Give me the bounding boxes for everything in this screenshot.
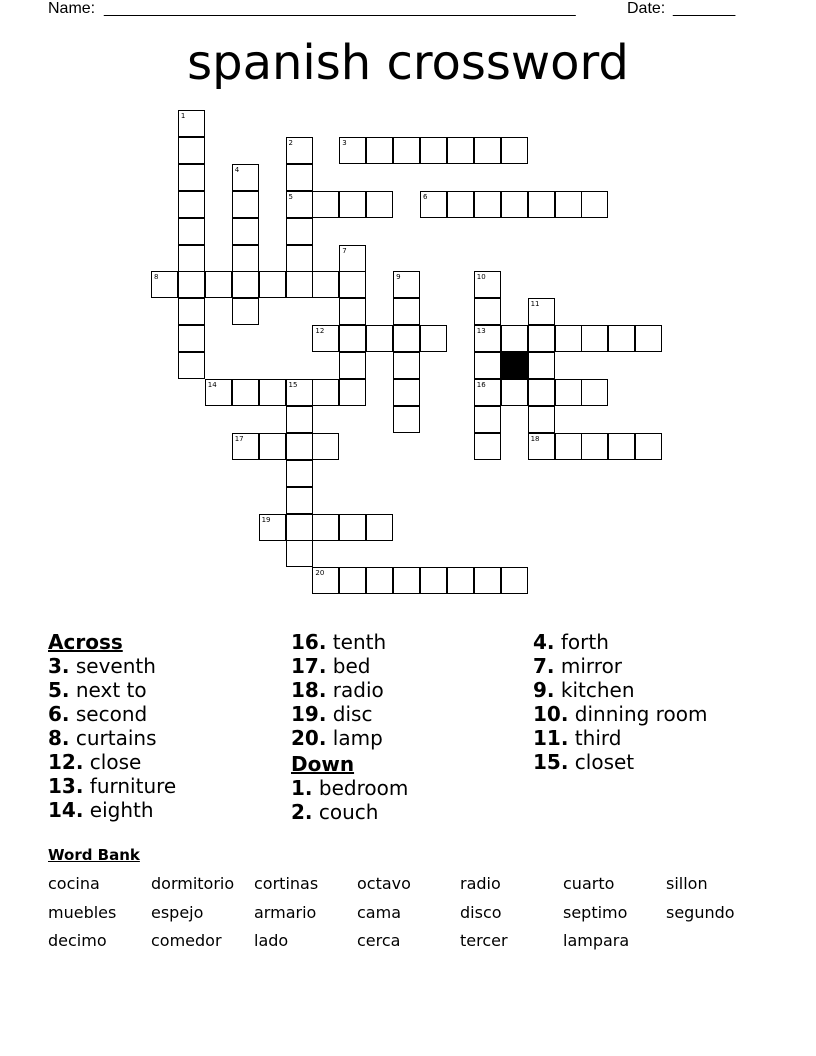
clue-text: bed: [326, 654, 371, 678]
grid-cell[interactable]: [555, 433, 582, 460]
cell-number: 7: [342, 246, 347, 255]
grid-cell[interactable]: [474, 191, 501, 218]
clue-item: [48, 654, 176, 678]
grid-cell[interactable]: [312, 433, 339, 460]
grid-cell[interactable]: [339, 379, 366, 406]
word-bank-word: espejo: [151, 902, 204, 922]
clue-text: bedroom: [312, 776, 409, 800]
grid-cell[interactable]: [474, 406, 501, 433]
clue-number: 20.: [291, 726, 327, 750]
cell-number: 13: [476, 327, 486, 336]
grid-cell[interactable]: [393, 298, 420, 325]
grid-cell[interactable]: [608, 325, 635, 352]
word-bank-word: tercer: [460, 931, 508, 950]
grid-cell[interactable]: [447, 567, 474, 594]
grid-cell[interactable]: [232, 164, 259, 191]
grid-cell[interactable]: [366, 567, 393, 594]
clue-text: tenth: [326, 630, 387, 654]
grid-cell[interactable]: [608, 433, 635, 460]
grid-cell[interactable]: [501, 325, 528, 352]
grid-cell[interactable]: [581, 191, 608, 218]
clue-text: next to: [69, 678, 147, 702]
grid-cell[interactable]: [339, 137, 366, 164]
clue-text: second: [69, 702, 148, 726]
clue-text: disc: [326, 702, 373, 726]
grid-cell[interactable]: [312, 325, 339, 352]
clue-number: 12.: [48, 750, 84, 774]
cell-number: 2: [288, 138, 293, 147]
across-clue-list: [48, 654, 176, 822]
clue-text: seventh: [69, 654, 156, 678]
grid-cell[interactable]: [366, 137, 393, 164]
grid-cell[interactable]: [286, 514, 313, 541]
cell-number: 12: [315, 327, 325, 336]
grid-cell[interactable]: [286, 460, 313, 487]
grid-cell[interactable]: [393, 271, 420, 298]
grid-cell[interactable]: [555, 191, 582, 218]
grid-cell[interactable]: [205, 271, 232, 298]
grid-cell[interactable]: [312, 379, 339, 406]
grid-cell[interactable]: [581, 433, 608, 460]
grid-cell[interactable]: [528, 352, 555, 379]
clue-item: [533, 630, 707, 654]
grid-cell[interactable]: [232, 191, 259, 218]
grid-cell[interactable]: [393, 352, 420, 379]
grid-cell[interactable]: [286, 540, 313, 567]
grid-cell[interactable]: [635, 325, 662, 352]
grid-cell[interactable]: [474, 379, 501, 406]
grid-cell[interactable]: [312, 567, 339, 594]
grid-cell[interactable]: [286, 433, 313, 460]
grid-cell[interactable]: [474, 567, 501, 594]
clue-item: [533, 726, 707, 750]
clue-item: [48, 702, 176, 726]
grid-cell-blocked: [501, 352, 528, 379]
word-bank-word: comedor: [151, 931, 222, 950]
grid-cell[interactable]: [232, 433, 259, 460]
clue-text: curtains: [69, 726, 157, 750]
grid-cell[interactable]: [178, 137, 205, 164]
clue-number: 6.: [48, 702, 70, 726]
down-clue-list-continued: [533, 630, 707, 774]
clue-text: couch: [312, 800, 379, 824]
cell-number: 6: [423, 192, 428, 201]
grid-cell[interactable]: [393, 137, 420, 164]
word-bank-word: segundo: [666, 902, 735, 922]
cell-number: 3: [342, 138, 347, 147]
clue-item: [291, 702, 408, 726]
clue-number: 16.: [291, 630, 327, 654]
grid-cell[interactable]: [339, 567, 366, 594]
date-line[interactable]: _______: [673, 0, 736, 17]
clue-number: 9.: [533, 678, 555, 702]
grid-cell[interactable]: [501, 137, 528, 164]
grid-cell[interactable]: [366, 514, 393, 541]
grid-cell[interactable]: [501, 191, 528, 218]
grid-cell[interactable]: [528, 406, 555, 433]
cell-number: 14: [207, 381, 217, 389]
grid-cell[interactable]: [528, 298, 555, 325]
word-bank-word: sillon: [666, 874, 708, 893]
clue-item: [48, 678, 176, 702]
grid-cell[interactable]: [178, 298, 205, 325]
clue-number: 18.: [291, 678, 327, 702]
grid-cell[interactable]: [474, 271, 501, 298]
clue-number: 13.: [48, 774, 84, 798]
word-bank-word: lampara: [563, 931, 630, 950]
grid-cell[interactable]: [420, 137, 447, 164]
clue-number: 1.: [291, 776, 313, 800]
clue-item: [291, 726, 408, 750]
name-line[interactable]: _____________________________________________________: [104, 0, 576, 17]
word-bank-word: cama: [357, 902, 401, 922]
grid-cell[interactable]: [474, 298, 501, 325]
grid-cell[interactable]: [286, 164, 313, 191]
grid-cell[interactable]: [339, 298, 366, 325]
grid-cell[interactable]: [420, 191, 447, 218]
grid-cell[interactable]: [420, 567, 447, 594]
word-bank-word: cocina: [48, 874, 100, 893]
grid-cell[interactable]: [286, 137, 313, 164]
down-heading: Down: [291, 752, 355, 776]
clue-number: 10.: [533, 702, 569, 726]
grid-cell[interactable]: [420, 325, 447, 352]
grid-cell[interactable]: [286, 191, 313, 218]
grid-cell[interactable]: [286, 379, 313, 406]
clue-item: [48, 750, 176, 774]
cell-number: 1: [180, 112, 186, 120]
grid-cell[interactable]: [447, 191, 474, 218]
grid-cell[interactable]: [581, 379, 608, 406]
grid-cell[interactable]: [501, 379, 528, 406]
word-bank-word: octavo: [357, 874, 411, 893]
clue-text: lamp: [326, 726, 383, 750]
word-bank-word: dormitorio: [151, 874, 235, 893]
clue-number: 19.: [291, 702, 327, 726]
grid-cell[interactable]: [178, 271, 205, 298]
clue-number: 14.: [48, 798, 84, 822]
date-label: Date:: [627, 0, 666, 17]
word-bank-word: lado: [254, 931, 289, 950]
grid-cell[interactable]: [286, 487, 313, 514]
grid-cell[interactable]: [581, 325, 608, 352]
grid-cell[interactable]: [286, 271, 313, 298]
cell-number: 9: [396, 273, 401, 282]
word-bank-word: decimo: [48, 931, 107, 950]
grid-cell[interactable]: [474, 325, 501, 352]
grid-cell[interactable]: [312, 191, 339, 218]
grid-cell[interactable]: [339, 245, 366, 272]
cell-number: 15: [288, 381, 298, 389]
grid-cell[interactable]: [447, 137, 474, 164]
clue-number: 2.: [291, 800, 313, 824]
grid-cell[interactable]: [178, 218, 205, 245]
cell-number: 8: [154, 273, 159, 282]
grid-cell[interactable]: [286, 245, 313, 272]
word-bank-word: muebles: [48, 902, 117, 922]
cell-number: 20: [315, 569, 325, 578]
clue-text: forth: [554, 630, 609, 654]
cell-number: 19: [261, 515, 271, 524]
clue-item: [291, 654, 408, 678]
clue-number: 5.: [48, 678, 70, 702]
grid-cell[interactable]: [635, 433, 662, 460]
word-bank-word: radio: [460, 874, 501, 893]
clue-text: close: [83, 750, 142, 774]
across-clue-list-continued: [291, 630, 408, 750]
grid-cell[interactable]: [178, 191, 205, 218]
clues-column-2: [291, 630, 408, 824]
word-bank-word: disco: [460, 902, 502, 922]
grid-cell[interactable]: [232, 379, 259, 406]
grid-cell[interactable]: [474, 352, 501, 379]
grid-cell[interactable]: [259, 271, 286, 298]
grid-cell[interactable]: [178, 352, 205, 379]
grid-cell[interactable]: [339, 352, 366, 379]
grid-cell[interactable]: [232, 245, 259, 272]
clue-text: third: [568, 726, 622, 750]
grid-cell[interactable]: [528, 325, 555, 352]
clue-item: [533, 654, 707, 678]
grid-cell[interactable]: [366, 325, 393, 352]
word-bank-word: septimo: [563, 902, 628, 922]
clue-text: closet: [568, 750, 635, 774]
down-clue-list: [291, 776, 408, 824]
grid-cell[interactable]: [232, 218, 259, 245]
grid-cell[interactable]: [232, 271, 259, 298]
clue-item: [533, 678, 707, 702]
clue-number: 15.: [533, 750, 569, 774]
clue-item: [48, 774, 176, 798]
grid-cell[interactable]: [178, 245, 205, 272]
grid-cell[interactable]: [259, 379, 286, 406]
grid-cell[interactable]: [339, 271, 366, 298]
grid-cell[interactable]: [259, 433, 286, 460]
grid-cell[interactable]: [555, 379, 582, 406]
word-bank-word: cerca: [357, 931, 401, 950]
grid-cell[interactable]: [393, 406, 420, 433]
grid-cell[interactable]: [259, 514, 286, 541]
name-label: Name:: [48, 0, 96, 17]
grid-cell[interactable]: [312, 514, 339, 541]
grid-cell[interactable]: [501, 567, 528, 594]
clue-number: 17.: [291, 654, 327, 678]
word-bank-word: cortinas: [254, 874, 319, 893]
grid-cell[interactable]: [474, 433, 501, 460]
grid-cell[interactable]: [178, 325, 205, 352]
clue-item: [291, 776, 408, 800]
word-bank-title: Word Bank: [48, 846, 140, 864]
cell-number: 5: [288, 192, 293, 201]
grid-cell[interactable]: [205, 379, 232, 406]
grid-cell[interactable]: [366, 191, 393, 218]
grid-cell[interactable]: [178, 164, 205, 191]
clue-item: [291, 678, 408, 702]
clue-item: [48, 798, 176, 822]
grid-cell[interactable]: [528, 191, 555, 218]
grid-cell[interactable]: [178, 110, 205, 137]
clue-number: 3.: [48, 654, 70, 678]
cell-number: 17: [234, 434, 244, 443]
grid-cell[interactable]: [555, 325, 582, 352]
grid-cell[interactable]: [232, 298, 259, 325]
cell-number: 11: [530, 300, 540, 309]
grid-cell[interactable]: [393, 567, 420, 594]
grid-cell[interactable]: [393, 379, 420, 406]
clue-item: [533, 750, 707, 774]
clues-column-3: [533, 630, 707, 774]
clue-item: [48, 726, 176, 750]
cell-number: 10: [476, 273, 486, 282]
clue-item: [291, 800, 408, 824]
clue-text: eighth: [83, 798, 154, 822]
clue-number: 7.: [533, 654, 555, 678]
cell-number: 4: [234, 165, 240, 174]
grid-cell[interactable]: [339, 514, 366, 541]
grid-cell[interactable]: [528, 379, 555, 406]
grid-cell[interactable]: [312, 271, 339, 298]
clue-item: [291, 630, 408, 654]
grid-cell[interactable]: [528, 433, 555, 460]
word-bank-word: armario: [254, 902, 317, 922]
cell-number: 18: [530, 434, 540, 443]
clue-text: mirror: [554, 654, 623, 678]
grid-cell[interactable]: [393, 325, 420, 352]
word-bank-word: cuarto: [563, 874, 615, 893]
clue-number: 11.: [533, 726, 569, 750]
clue-number: 8.: [48, 726, 70, 750]
clue-text: dinning room: [568, 702, 708, 726]
clue-number: 4.: [533, 630, 555, 654]
clues-column-1: [48, 630, 176, 822]
grid-cell[interactable]: [339, 325, 366, 352]
grid-cell[interactable]: [151, 271, 178, 298]
clue-text: furniture: [83, 774, 177, 798]
grid-cell[interactable]: [474, 137, 501, 164]
cell-number: 16: [476, 381, 486, 389]
grid-cell[interactable]: [286, 406, 313, 433]
across-heading: Across: [48, 630, 123, 654]
grid-cell[interactable]: [339, 191, 366, 218]
clue-item: [533, 702, 707, 726]
clue-text: radio: [326, 678, 384, 702]
grid-cell[interactable]: [286, 218, 313, 245]
page-title: spanish crossword: [187, 35, 629, 91]
clue-text: kitchen: [554, 678, 635, 702]
